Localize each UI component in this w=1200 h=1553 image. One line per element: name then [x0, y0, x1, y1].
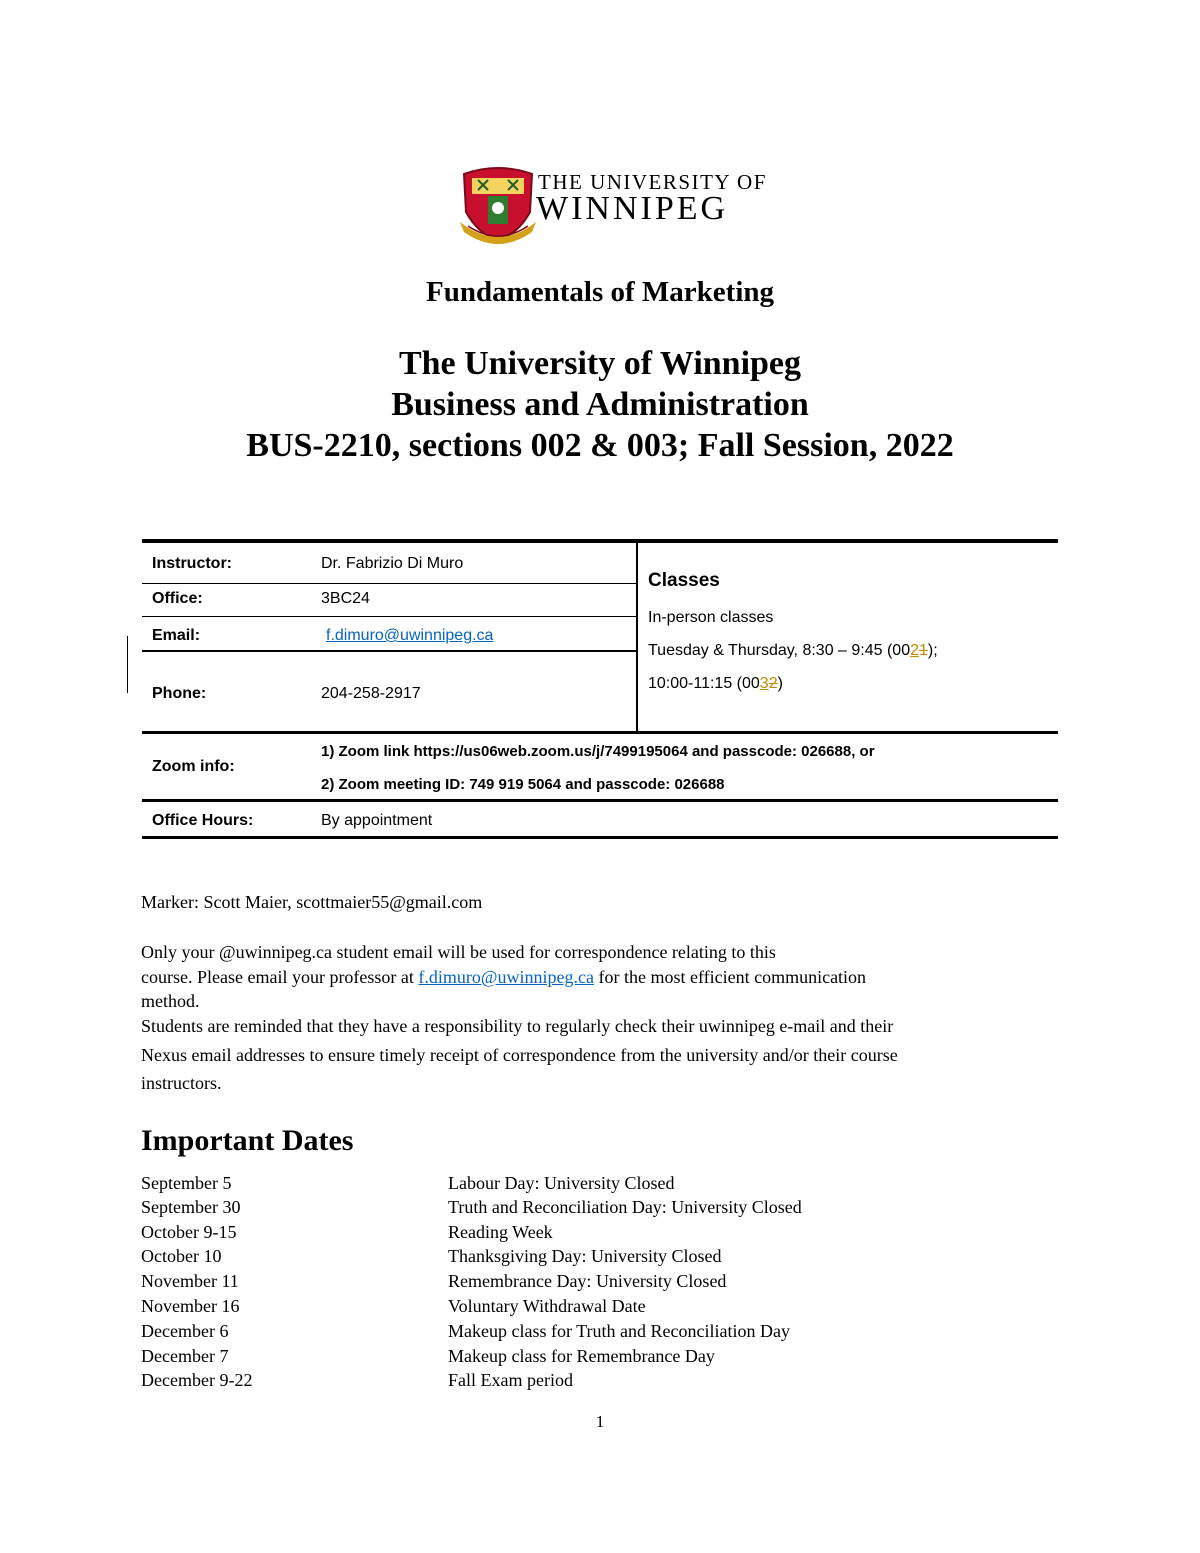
event-cell: Remembrance Day: University Closed [448, 1271, 727, 1291]
crest-icon [458, 160, 538, 246]
schedule-1-end: ); [927, 642, 938, 659]
event-cell: Reading Week [448, 1222, 553, 1242]
event-cell: Makeup class for Truth and Reconciliation Day [448, 1321, 790, 1341]
schedule-1-inserted: 2 [910, 642, 919, 659]
instructor-value: Dr. Fabrizio Di Muro [321, 555, 464, 572]
university-name: The University of Winnipeg [398, 345, 802, 382]
schedule-1-text: Tuesday & Thursday, 8:30 – 9:45 (00 [648, 642, 911, 659]
schedule-1-deleted: 1 [919, 642, 928, 659]
instructor-label: Instructor: [152, 555, 232, 572]
schedule-2-text: 10:00-11:15 (00 [648, 675, 760, 692]
event-cell: Truth and Reconciliation Day: University Closed [448, 1197, 802, 1217]
table-rule-zoom-top [142, 731, 1058, 734]
correspondence-line-2 [141, 967, 866, 988]
event-cell: Labour Day: University Closed [448, 1173, 675, 1193]
office-hours-label: Office Hours: [152, 812, 254, 829]
reminder-line-2: Nexus email addresses to ensure timely receipt of correspondence from the university and/or their course [141, 1045, 898, 1065]
table-rule-bottom [142, 836, 1058, 839]
logo-line-2: WINNIPEG [536, 190, 729, 227]
course-title: Fundamentals of Marketing [426, 276, 774, 308]
date-cell: November 11 [141, 1271, 239, 1291]
zoom-label: Zoom info: [152, 758, 235, 775]
schedule-2-inserted: 3 [759, 675, 769, 692]
correspondence-line-1: Only your @uwinnipeg.ca student email will be used for correspondence relating to this [141, 942, 776, 962]
schedule-2-end: ) [777, 675, 783, 692]
office-value: 3BC24 [321, 590, 370, 607]
professor-email-link[interactable]: f.dimuro@uwinnipeg.ca [418, 967, 594, 987]
date-cell: October 10 [141, 1246, 222, 1266]
office-hours-value: By appointment [321, 812, 433, 829]
logo-line-1: THE UNIVERSITY OF [538, 170, 767, 194]
reminder-line-1: Students are reminded that they have a responsibility to regularly check their uwinnipeg e-mail and their [141, 1016, 894, 1036]
classes-heading: Classes [648, 570, 720, 591]
date-cell: December 7 [141, 1346, 229, 1366]
date-cell: September 30 [141, 1197, 241, 1217]
event-cell: Fall Exam period [448, 1370, 573, 1390]
event-cell: Makeup class for Remembrance Day [448, 1346, 715, 1366]
correspondence-line-2-end: for the most efficient communication [593, 967, 867, 987]
classes-schedule-line-1 [648, 642, 938, 660]
reminder-line-3: instructors. [141, 1073, 222, 1093]
table-rule-row2 [142, 616, 636, 617]
change-bar [127, 636, 128, 693]
correspondence-line-3: method. [141, 991, 200, 1011]
email-label: Email: [152, 627, 201, 644]
event-cell: Thanksgiving Day: University Closed [448, 1246, 722, 1266]
email-link[interactable]: f.dimuro@uwinnipeg.ca [326, 627, 494, 644]
table-rule-hours-top [142, 799, 1058, 802]
phone-value: 204-258-2917 [321, 685, 421, 702]
table-rule-row1 [142, 583, 636, 584]
important-dates-heading: Important Dates [141, 1124, 354, 1157]
table-rule-top [142, 539, 1058, 543]
phone-label: Phone: [152, 685, 207, 702]
date-cell: December 6 [141, 1321, 229, 1341]
correspondence-line-2-text: course. Please email your professor at [141, 967, 419, 987]
zoom-link-line[interactable]: 1) Zoom link https://us06web.zoom.us/j/7499195064 and passcode: 026688, or [321, 743, 875, 760]
event-cell: Voluntary Withdrawal Date [448, 1296, 646, 1316]
zoom-meeting-id-line: 2) Zoom meeting ID: 749 919 5064 and passcode: 026688 [321, 776, 725, 793]
classes-schedule-line-2 [648, 675, 783, 693]
classes-mode: In-person classes [648, 609, 774, 626]
marker-line: Marker: Scott Maier, scottmaier55@gmail.com [141, 892, 483, 912]
office-label: Office: [152, 590, 203, 607]
date-cell: September 5 [141, 1173, 232, 1193]
table-column-divider [636, 541, 638, 733]
date-cell: December 9-22 [141, 1370, 253, 1390]
schedule-2-deleted: 2 [768, 675, 778, 692]
faculty-name: Business and Administration [391, 386, 809, 423]
date-cell: October 9-15 [141, 1222, 237, 1242]
date-cell: November 16 [141, 1296, 240, 1316]
table-rule-row3 [142, 650, 636, 652]
page-number: 1 [595, 1412, 605, 1431]
course-code: BUS-2210, sections 002 & 003; Fall Session, 2022 [246, 427, 954, 464]
